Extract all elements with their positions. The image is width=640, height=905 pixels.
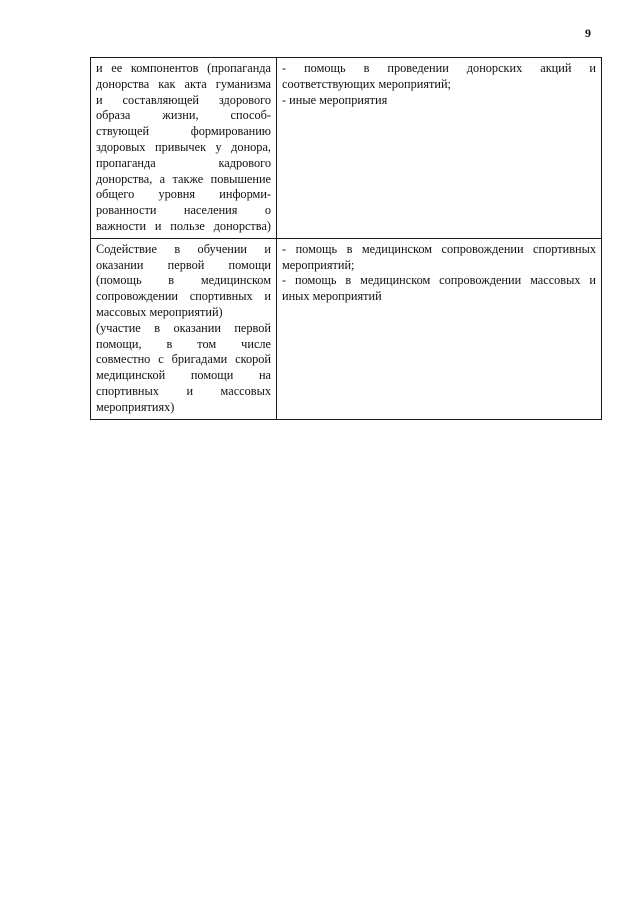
cell-text-line: рованности населения о [96, 203, 271, 218]
cell-text-line: спортивных и массовых [96, 383, 271, 398]
cell-text-line: - помощь в медицинском сопровождении массовых и [282, 273, 596, 288]
cell-text-line: сопровождении спортивных и [96, 289, 271, 304]
activities-table [90, 57, 602, 420]
table-row [91, 58, 602, 239]
cell-text-line: (участие в оказании первой [96, 320, 271, 335]
table-row [91, 238, 602, 419]
cell-text-line: мероприятий; [282, 257, 355, 272]
table-cell-activity [91, 238, 277, 419]
cell-text-line: донорства, а также повышение [96, 171, 271, 186]
cell-text-line: - иные мероприятия [282, 92, 388, 107]
cell-text-line: Содействие в обучении и [96, 241, 271, 256]
cell-text-line: совместно с бригадами скорой [96, 352, 271, 367]
table-cell-activity [91, 58, 277, 239]
cell-text-line: оказании первой помощи [96, 257, 271, 272]
cell-text-line: иных мероприятий [282, 289, 382, 304]
page-number: 9 [585, 26, 591, 40]
cell-text-line: помощи, в том числе [96, 336, 271, 351]
cell-text-line: массовых мероприятий) [96, 304, 223, 319]
cell-text-line: здоровых привычек у донора, [96, 139, 271, 154]
cell-text-line: соответствующих мероприятий; [282, 76, 451, 91]
cell-text-line: (помощь в медицинском [96, 273, 271, 288]
cell-text-line: мероприятиях) [96, 399, 175, 414]
cell-text-line: медицинской помощи на [96, 368, 271, 383]
cell-text-line: важности и пользе донорства) [96, 218, 271, 233]
cell-text-line: образа жизни, способ- [96, 108, 271, 123]
table-cell-measures [277, 238, 602, 419]
cell-text-line: - помощь в медицинском сопровождении спортивных [282, 241, 596, 256]
cell-text-line: и составляющей здорового [96, 92, 271, 107]
cell-text-line: донорства как акта гуманизма [96, 76, 271, 91]
cell-text-line: ствующей формированию [96, 124, 271, 139]
cell-text-line: общего уровня информи- [96, 187, 271, 202]
table-cell-measures [277, 58, 602, 239]
cell-text-line: и ее компонентов (пропаганда [96, 61, 271, 75]
cell-text-line: пропаганда кадрового [96, 155, 271, 170]
cell-text-line: - помощь в проведении донорских акций и [282, 61, 596, 75]
